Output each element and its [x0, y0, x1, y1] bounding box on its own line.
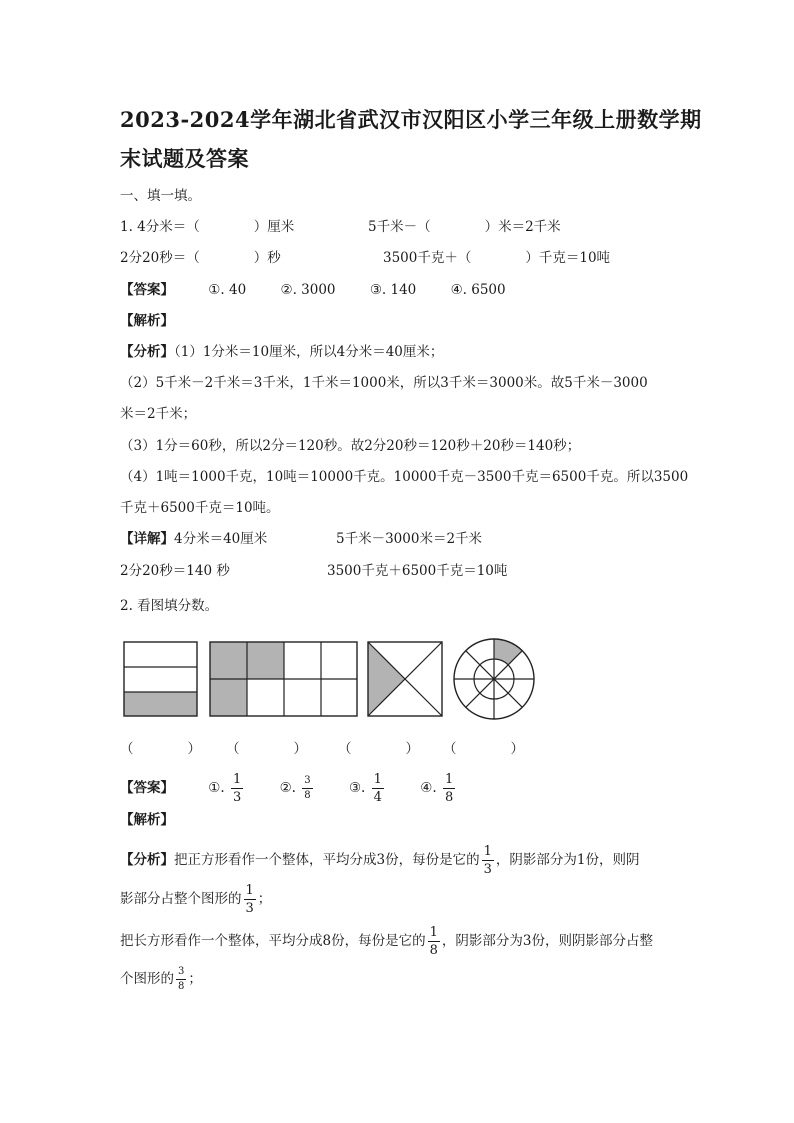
- q1-row2-left: 2分20秒＝（ ）秒: [120, 250, 281, 266]
- q1-xiangjie-1b: 5千米－3000米＝2千米: [336, 531, 483, 547]
- q1-fenxi-4a: （4）1吨＝1000千克，10吨＝10000千克。10000千克－3500千克＝6500千克。所以3500: [120, 469, 689, 485]
- frac-denominator: 8: [444, 790, 454, 805]
- q1-row2-right: 3500千克＋（ ）千克＝10吨: [383, 250, 611, 266]
- q1-answer-3: ③. 140: [369, 282, 417, 298]
- frac-numerator: 1: [373, 772, 382, 787]
- frac-denominator: 3: [245, 901, 254, 916]
- fenxi-text: ，阴影部分为1份，则阴: [495, 852, 640, 868]
- answer-label: ③.: [348, 780, 366, 796]
- q1-row1-left: 1. 4分米＝（ ）厘米: [120, 219, 295, 235]
- q1-xiangjie-2a: 2分20秒＝140 秒: [120, 563, 230, 579]
- q2-answer-row: [120, 770, 457, 806]
- page-title-line1: 2023-2024学年湖北省武汉市汉阳区小学三年级上册数学期: [120, 107, 702, 132]
- q1-xiangjie-1: [120, 529, 267, 549]
- section-heading: 一、填一填。: [120, 188, 201, 204]
- figure-circle-eighths: [454, 639, 534, 719]
- q2-answer-2: [280, 770, 315, 806]
- frac-denominator: 4: [373, 790, 382, 805]
- figure-diagonal-quarters: [368, 642, 442, 716]
- fraction-figures: [110, 632, 550, 724]
- jiexi-tag: 【解析】: [120, 812, 174, 828]
- q2-answer-4: [420, 770, 457, 806]
- answer-tag: 【答案】: [120, 282, 174, 298]
- q1-fenxi-1: [120, 342, 443, 362]
- answer-label: ②.: [279, 780, 296, 796]
- frac-numerator: 1: [233, 772, 242, 787]
- page-title-line2: 末试题及答案: [120, 146, 249, 171]
- q2-blank-2[interactable]: （ ）: [226, 741, 307, 757]
- q1-xiangjie-2b: 3500千克＋6500千克＝10吨: [327, 563, 508, 579]
- frac-denominator: 3: [233, 790, 242, 805]
- q2-answer-3: [349, 770, 386, 806]
- frac-denominator: 8: [178, 981, 185, 992]
- answer-label: ④.: [420, 780, 437, 796]
- figure-square-thirds: [124, 642, 197, 716]
- jiexi-tag: 【解析】: [120, 313, 174, 329]
- answer-label: ①.: [208, 780, 225, 796]
- q2-blank-1[interactable]: （ ）: [120, 741, 201, 757]
- q2-fenxi-2: [120, 884, 271, 915]
- q2-fenxi-1: [120, 845, 639, 876]
- q2-fenxi-3: [120, 926, 653, 957]
- q1-fenxi-2b: 米＝2千米；: [120, 406, 197, 422]
- q2-prompt: 2. 看图填分数。: [120, 598, 219, 614]
- q2-fenxi-4: [120, 964, 202, 994]
- xiangjie-text: 4分米＝40厘米: [174, 531, 268, 547]
- fenxi-text: 影部分占整个图形的: [120, 891, 242, 907]
- frac-numerator: 1: [483, 844, 492, 859]
- frac-numerator: 3: [302, 776, 312, 789]
- fenxi-text: 个图形的: [120, 971, 174, 987]
- q1-answer-row: [120, 280, 506, 300]
- q1-fenxi-4b: 千克＋6500千克＝10吨。: [120, 500, 280, 516]
- q2-blank-3[interactable]: （ ）: [338, 741, 419, 757]
- q1-answer-2: ②. 3000: [280, 282, 336, 298]
- frac-numerator: 3: [176, 967, 186, 980]
- q1-row1-right: 5千米－（ ）米＝2千米: [368, 219, 561, 235]
- q1-fenxi-2a: （2）5千米－2千米＝3千米，1千米＝1000米，所以3千米＝3000米。故5千米－3000: [120, 375, 648, 391]
- q1-fenxi-3: （3）1分＝60秒，所以2分＝120秒。故2分20秒＝120秒＋20秒＝140秒；: [120, 438, 581, 454]
- fenxi-text: （1）1分米＝10厘米，所以4分米＝40厘米；: [174, 344, 444, 360]
- q2-blank-4[interactable]: （ ）: [443, 741, 524, 757]
- fenxi-text: ，阴影部分为3份，则阴影部分占整: [441, 933, 653, 949]
- fenxi-tag: 【分析】: [120, 344, 174, 360]
- fenxi-text: 把正方形看作一个整体，平均分成3份，每份是它的: [174, 852, 480, 868]
- frac-denominator: 3: [483, 862, 492, 877]
- frac-numerator: 1: [245, 883, 254, 898]
- frac-denominator: 8: [304, 790, 311, 801]
- q2-answer-1: [208, 770, 245, 806]
- fenxi-text: ；: [257, 891, 272, 907]
- frac-numerator: 1: [429, 925, 438, 940]
- q1-answer-4: ④. 6500: [450, 282, 506, 298]
- xiangjie-tag: 【详解】: [120, 531, 174, 547]
- fenxi-text: ；: [188, 971, 202, 987]
- fenxi-tag: 【分析】: [120, 852, 174, 868]
- frac-numerator: 1: [444, 772, 454, 787]
- fenxi-text: 把长方形看作一个整体，平均分成8份，每份是它的: [120, 933, 426, 949]
- figure-rectangle-eighths: [210, 642, 357, 716]
- frac-denominator: 8: [429, 943, 438, 958]
- q1-answer-1: ①. 40: [208, 282, 247, 298]
- answer-tag: 【答案】: [120, 780, 174, 796]
